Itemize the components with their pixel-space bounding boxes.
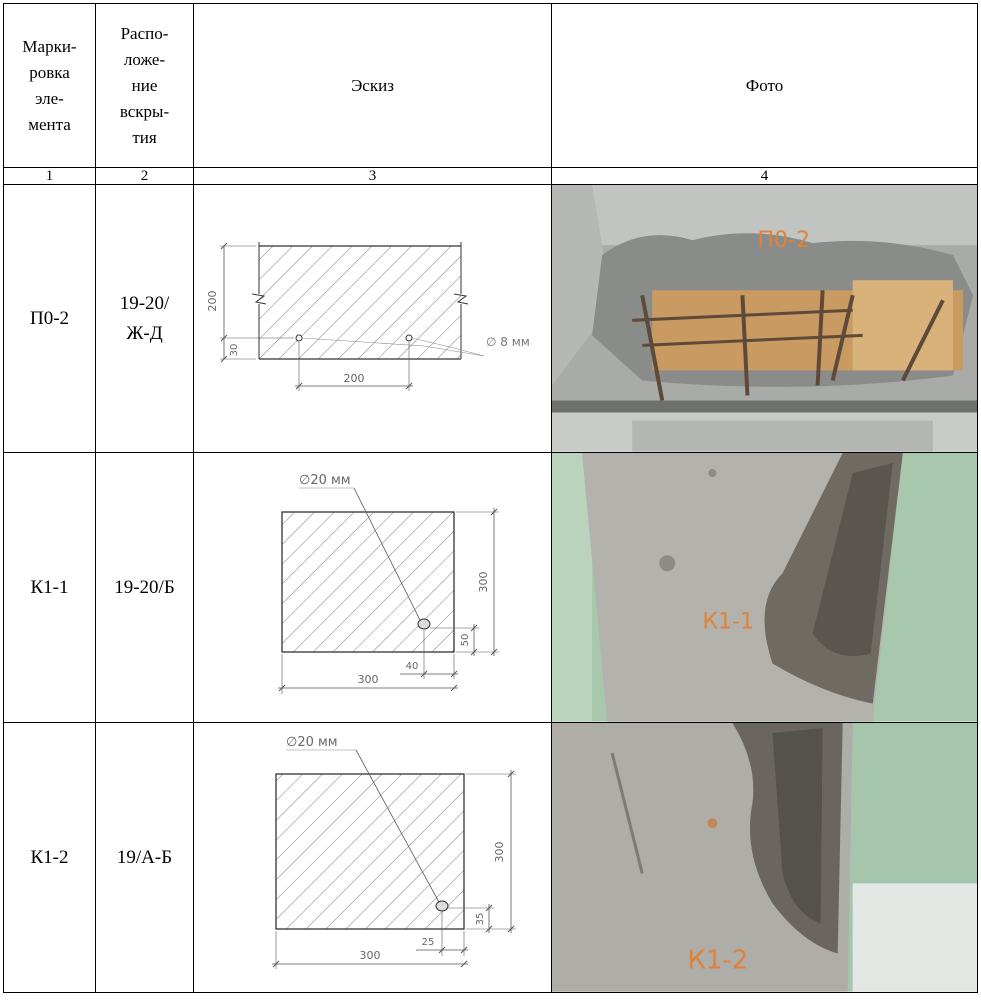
- sketch-cell: [194, 453, 552, 723]
- element-marking: К1-2: [4, 723, 96, 993]
- photo-cell: [552, 723, 978, 993]
- element-marking: К1-1: [4, 453, 96, 723]
- dim-height: 300: [477, 571, 490, 592]
- table-row: [4, 453, 978, 723]
- rebar-circle: [418, 619, 430, 629]
- column-sketch: [194, 724, 550, 992]
- rebar-circle: [406, 335, 412, 341]
- dim-cover: 30: [229, 343, 240, 356]
- rebar-circle: [296, 335, 302, 341]
- sketch-cell: [194, 185, 552, 453]
- header-marking: Марки- ровка эле- мента: [4, 4, 96, 168]
- dim-offset-x: 25: [421, 936, 435, 948]
- header-sketch: Эскиз: [194, 4, 552, 168]
- slab-opening-photo: [552, 185, 977, 452]
- table-row: [4, 723, 978, 993]
- header-photo: Фото: [552, 4, 978, 168]
- dim-height: 200: [206, 290, 219, 311]
- opening-location: 19-20/Б: [96, 453, 194, 723]
- dim-width: 300: [357, 672, 379, 686]
- column-number-row: [4, 168, 978, 185]
- photo-cell: [552, 185, 978, 453]
- column-section: [282, 512, 454, 652]
- column-number: 4: [552, 168, 978, 185]
- column-number: 2: [96, 168, 194, 185]
- opening-location: 19/А-Б: [96, 723, 194, 993]
- photo-cell: [552, 453, 978, 723]
- column-opening-photo: [552, 723, 977, 992]
- sketch-cell: [194, 723, 552, 993]
- dim-offset-y: 35: [475, 912, 486, 925]
- photo-marker-label: К1-1: [702, 609, 755, 635]
- rebar-circle: [436, 901, 448, 911]
- opening-location: 19-20/ Ж-Д: [96, 185, 194, 453]
- column-number: 3: [194, 168, 552, 185]
- column-sketch: [194, 454, 550, 722]
- column-number: 1: [4, 168, 96, 185]
- header-row: [4, 4, 978, 168]
- dim-spacing: 200: [343, 371, 365, 385]
- rebar-diameter: ∅20 мм: [286, 734, 338, 750]
- rebar-diameter: ∅ 8 мм: [486, 334, 530, 349]
- rebar-diameter: ∅20 мм: [299, 472, 351, 488]
- slab-sketch: [194, 186, 550, 452]
- photo-marker-label: К1-2: [687, 945, 749, 976]
- dim-offset-y: 50: [460, 633, 471, 646]
- openings-table: [3, 3, 978, 993]
- header-location: Распо- ложе- ние вскры- тия: [96, 4, 194, 168]
- dim-width: 300: [359, 948, 381, 962]
- photo-marker-label: П0-2: [757, 228, 811, 254]
- table-row: [4, 185, 978, 453]
- column-opening-photo: [552, 453, 977, 722]
- element-marking: П0-2: [4, 185, 96, 453]
- dim-offset-x: 40: [405, 660, 419, 672]
- dim-height: 300: [493, 841, 506, 862]
